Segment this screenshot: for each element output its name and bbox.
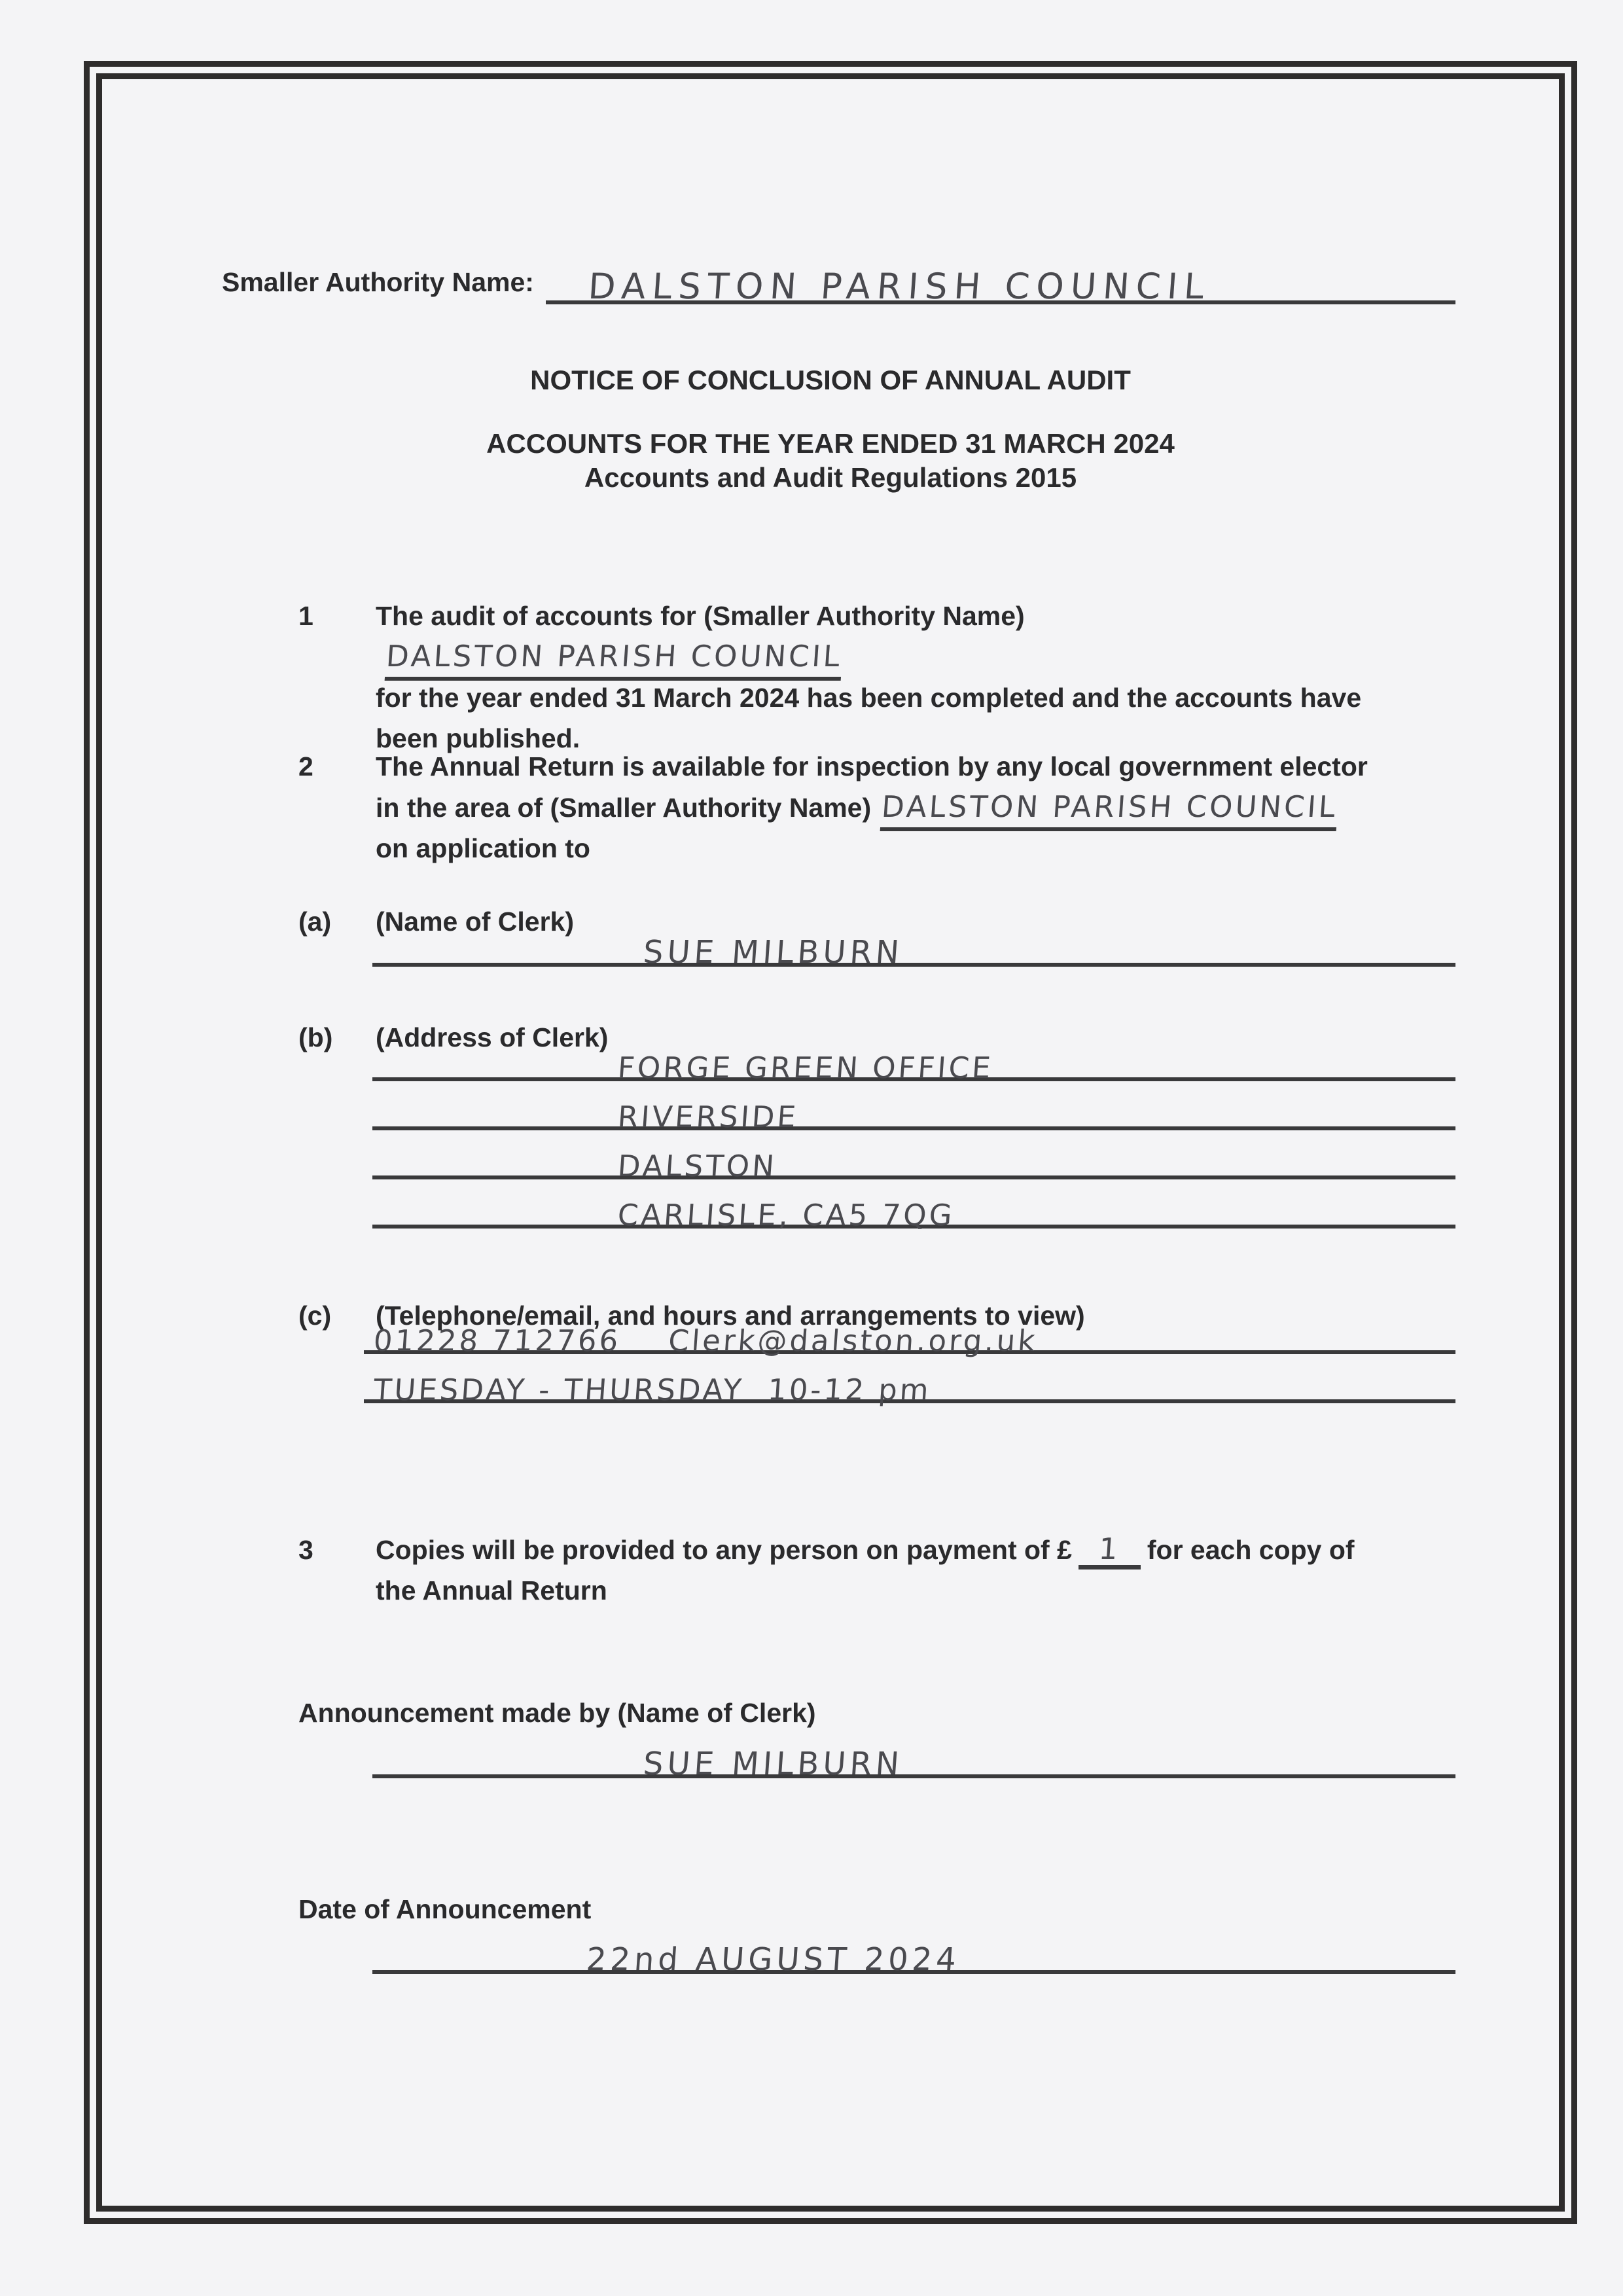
item-1-text: [376, 596, 1470, 759]
clause-b-title: (Address of Clerk): [376, 1022, 609, 1052]
address-line-4: [372, 1181, 1455, 1232]
item-2-number: 2: [298, 751, 313, 781]
item-2-line-1: The Annual Return is available for inspection by any local government elector: [376, 751, 1368, 781]
accounts-title: ACCOUNTS FOR THE YEAR ENDED 31 MARCH 2024: [486, 428, 1175, 459]
item-1-line-3: been published.: [376, 723, 580, 753]
address-line-1: [372, 1034, 1455, 1085]
item-1-line-2: for the year ended 31 March 2024 has been completed and the accounts have: [376, 683, 1362, 713]
authority-name-label: Smaller Authority Name:: [222, 267, 534, 297]
authority-name-line: [546, 252, 1455, 307]
clause-b-label: (b): [298, 1022, 333, 1052]
item-2: [298, 746, 1470, 869]
date-handwritten: 22nd AUGUST 2024: [585, 1941, 961, 1978]
address-line-3-handwritten: DALSTON: [616, 1149, 778, 1183]
date-line: [372, 1927, 1455, 1978]
address-line-3: [372, 1132, 1455, 1183]
item-3: [298, 1530, 1470, 1611]
fee-line: [1079, 1534, 1141, 1570]
address-line-2-handwritten: RIVERSIDE: [616, 1100, 800, 1134]
clause-c-label: (c): [298, 1300, 332, 1331]
address-line-2: [372, 1083, 1455, 1134]
item-3-text: [376, 1530, 1470, 1611]
authority-name-field: [222, 252, 1455, 307]
item-1-number: 1: [298, 601, 313, 631]
clerk-name-handwritten: SUE MILBURN: [642, 934, 904, 971]
announcement-label: Announcement made by (Name of Clerk): [298, 1698, 816, 1728]
announcement-name-handwritten: SUE MILBURN: [642, 1746, 904, 1782]
clerk-name-line: [372, 920, 1455, 971]
document-outer-border: [84, 61, 1577, 2224]
clause-c-title: (Telephone/email, and hours and arrangements to view): [376, 1300, 1085, 1331]
item-2-text: [376, 746, 1470, 869]
contact-line-1-handwritten: 01228 712766 Clerk@dalston.org.uk: [372, 1323, 1039, 1358]
item-2-line-3: on application to: [376, 833, 590, 863]
clause-a-title: (Name of Clerk): [376, 906, 575, 937]
item-2-line-2: in the area of (Smaller Authority Name) DALSTON PARISH COUNCIL: [376, 787, 1470, 828]
item-2-authority-handwritten: DALSTON PARISH COUNCIL: [880, 787, 1339, 831]
regulations-subtitle: Accounts and Audit Regulations 2015: [584, 462, 1077, 493]
item-1-authority-handwritten: DALSTON PARISH COUNCIL: [385, 636, 844, 681]
item-3-number: 3: [298, 1535, 313, 1565]
item-1: [298, 596, 1470, 759]
clause-a-label: (a): [298, 906, 332, 937]
item-1-line-1: The audit of accounts for (Smaller Authority Name)DALSTON PARISH COUNCIL: [376, 596, 1470, 677]
contact-line-2: [364, 1356, 1455, 1407]
contact-line-1: [364, 1307, 1455, 1358]
item-3-line-2: the Annual Return: [376, 1575, 607, 1605]
item-3-line-1: Copies will be provided to any person on payment of £ 1 for each copy of: [376, 1530, 1470, 1570]
contact-line-2-handwritten: TUESDAY - THURSDAY 10-12 pm: [372, 1372, 933, 1407]
fee-handwritten: 1: [1097, 1532, 1122, 1566]
date-of-announcement-label: Date of Announcement: [298, 1894, 592, 1924]
address-line-4-handwritten: CARLISLE, CA5 7QG: [616, 1198, 956, 1232]
notice-title: NOTICE OF CONCLUSION OF ANNUAL AUDIT: [530, 365, 1131, 395]
authority-name-handwritten: DALSTON PARISH COUNCIL: [586, 266, 1212, 307]
announcement-name-line: [372, 1731, 1455, 1782]
address-line-1-handwritten: FORGE GREEN OFFICE: [616, 1050, 995, 1085]
